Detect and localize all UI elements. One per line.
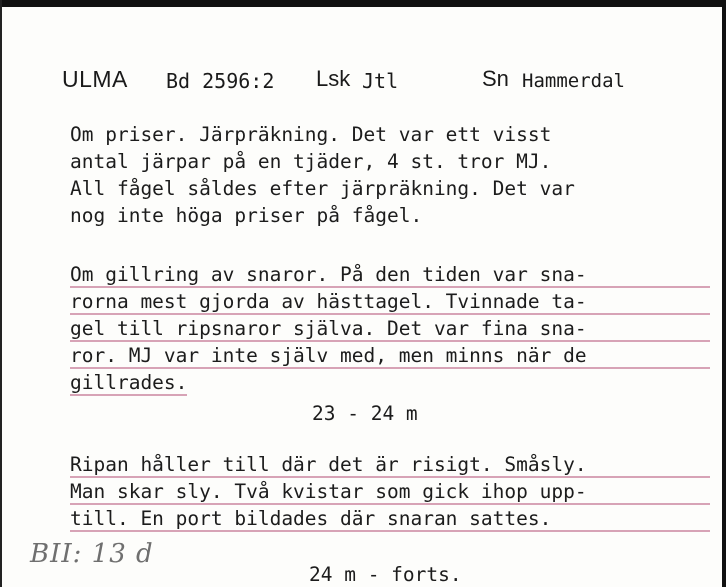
text-line: nog inte höga priser på fågel. [70,204,423,227]
text-line [70,315,710,342]
scan-border-right [722,0,726,587]
underlined-text: rorna mest gjorda av hästtagel. Tvinnade ta- [70,288,710,315]
socken-label: Sn [482,66,509,91]
paragraph-grouse [70,451,710,532]
text-line: All fågel såldes efter järpräkning. Det var [70,177,575,200]
underlined-text: Om gillring av snaror. På den tiden var sna- [70,261,710,288]
underlined-text: till. En port bildades där snaran sattes. [70,505,710,532]
archive-name: ULMA [62,66,128,92]
text-line: Om priser. Järpräkning. Det var ett visst [70,123,552,146]
underlined-text: ror. MJ var inte själv med, men minns när de [70,342,710,369]
text-line [70,261,710,288]
landskap-label: Lsk [316,66,351,91]
underlined-text: Man skar sly. Två kvistar som gick ihop upp- [70,478,710,505]
text-line [70,342,710,369]
text-line [70,505,710,532]
record-code: Bd 2596:2 [166,69,275,93]
paragraph-snares [70,261,710,396]
handwritten-pencil-note: BII: 13 d [30,539,154,569]
page-reference: 23 - 24 m [312,402,418,425]
card-header [62,66,682,102]
text-line [70,369,710,396]
paragraph-prices [70,121,710,229]
text-line: antal järpar på en tjäder, 4 st. tror MJ. [70,150,552,173]
text-line [70,478,710,505]
page-reference-continued: 24 m - forts. [309,563,462,586]
scan-border-top [0,0,726,7]
underlined-text: gel till ripsnaror själva. Det var fina sna- [70,315,710,342]
socken-value: Hammerdal [522,70,625,92]
text-line [70,451,710,478]
underlined-text: Ripan håller till där det är risigt. Småsly. [70,451,710,478]
landskap-value: Jtl [362,69,399,93]
text-line [70,288,710,315]
underlined-text: gillrades. [70,371,188,394]
